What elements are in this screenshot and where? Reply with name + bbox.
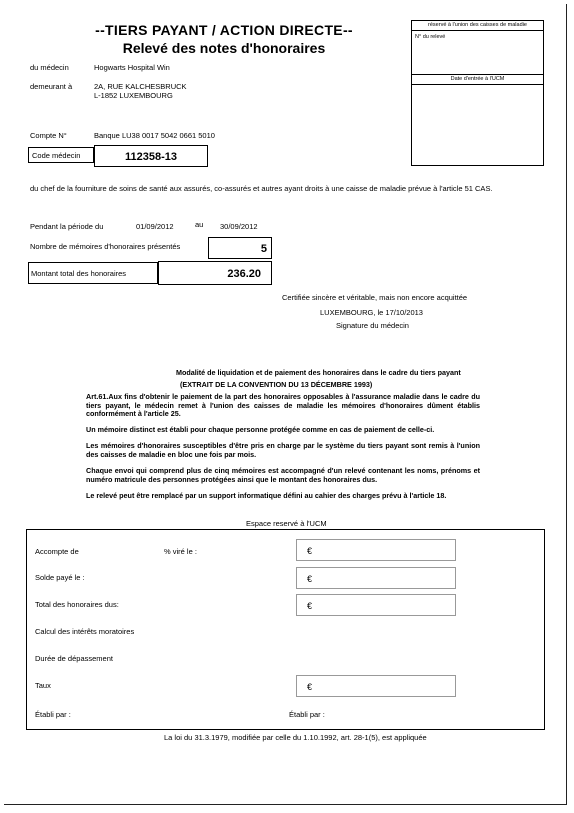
releve-number-label: N° du relevé [415,34,446,40]
montant-label-box [28,262,158,284]
etabli-par-left-label: Établi par : [35,710,71,719]
period-from: 01/09/2012 [136,222,174,231]
euro-symbol: € [307,546,313,556]
period-au: au [195,220,204,229]
modalite-heading: Modalité de liquidation et de paiement des honoraires dans le cadre du tiers payant [176,368,461,377]
period-to: 30/09/2012 [220,222,258,231]
du-medecin-value: Hogwarts Hospital Win [94,63,170,72]
ucm-box [26,529,545,730]
demeurant-label: demeurant à [30,82,73,91]
certification-line2: LUXEMBOURG, le 17/10/2013 [320,308,423,317]
taux-field[interactable] [296,675,456,697]
code-medecin-box [94,145,208,167]
acompte-label: Accompte de [35,547,79,556]
code-medecin-label-box [28,147,94,163]
code-medecin-value: 112358-13 [125,151,177,163]
solde-label: Solde payé le : [35,573,85,582]
memoires-label: Nombre de mémoires d'honoraires présentés [30,242,181,251]
solde-amount-field[interactable] [296,567,456,589]
address-line2: L-1852 LUXEMBOURG [94,91,173,100]
reserved-box [411,20,544,166]
montant-label: Montant total des honoraires [31,269,127,278]
compte-label: Compte N° [30,131,67,140]
calcul-label: Calcul des intérêts moratoires [35,627,135,636]
address-line1: 2A, RUE KALCHESBRUCK [94,82,187,91]
euro-symbol: € [307,682,313,692]
modalite-subheading: (EXTRAIT DE LA CONVENTION DU 13 DÉCEMBRE 1993) [180,380,373,389]
montant-value: 236.20 [227,268,261,280]
period-label: Pendant la période du [30,222,104,231]
paragraph-envoi: Chaque envoi qui comprend plus de cinq mémoires est accompagné d'un relevé contenant les noms, prénoms et numéro matricule des personnes protégées ainsi que le montant des honoraires dus. [86,466,480,484]
total-label: Total des honoraires dus: [35,600,119,609]
article-61-paragraph: Art.61.Aux fins d'obtenir le paiement de la part des honoraires opposables à l'assurance maladie dans le cadre du tiers payant, le médecin remet à l'union des caisses de maladie les mémoires d'honoraires dûment établis conformément à l'article 25. [86,392,480,419]
chef-line: du chef de la fourniture de soins de santé aux assurés, co-assurés et autres ayant droits à une caisse de maladie prévue à l'article 51 CAS. [30,184,493,193]
montant-box [158,261,272,285]
signature-label: Signature du médecin [336,321,409,330]
euro-symbol: € [307,574,313,584]
document-subtitle: Relevé des notes d'honoraires [122,40,326,56]
vire-label: % viré le : [164,547,197,556]
paragraph-releve: Le relevé peut être remplacé par un support informatique défini au cahier des charges prévu à l'article 18. [86,491,447,500]
memoires-box [208,237,272,259]
acompte-amount-field[interactable] [296,539,456,561]
total-amount-field[interactable] [296,594,456,616]
compte-value: Banque LU38 0017 5042 0661 5010 [94,131,215,140]
reserved-box-header: réservé à l'union des caisses de maladie [428,22,527,28]
ucm-section-title: Espace reservé à l'UCM [246,519,327,528]
euro-symbol: € [307,601,313,611]
du-medecin-label: du médecin [30,63,69,72]
taux-label: Taux [35,681,51,690]
memoires-value: 5 [260,243,267,255]
certification-line1: Certifiée sincère et véritable, mais non encore acquittée [282,293,468,302]
footer-law-note: La loi du 31.3.1979, modifiée par celle du 1.10.1992, art. 28-1(5), est appliquée [164,733,427,742]
document-title: --TIERS PAYANT / ACTION DIRECTE-- [95,22,353,38]
paragraph-memoires-bloc: Les mémoires d'honoraires susceptibles d'être pris en charge par le système du tiers payant sont remis à l'union des caisses de maladie en bloc une fois par mois. [86,441,480,459]
duree-label: Durée de dépassement [35,654,113,663]
code-medecin-label: Code médecin [32,151,81,160]
etabli-par-right-label: Établi par : [289,710,325,719]
entry-date-label: Date d'entrée à l'UCM [450,76,505,82]
paragraph-memoire-distinct: Un mémoire distinct est établi pour chaque personne protégée comme en cas de paiement de celle-ci. [86,425,435,434]
